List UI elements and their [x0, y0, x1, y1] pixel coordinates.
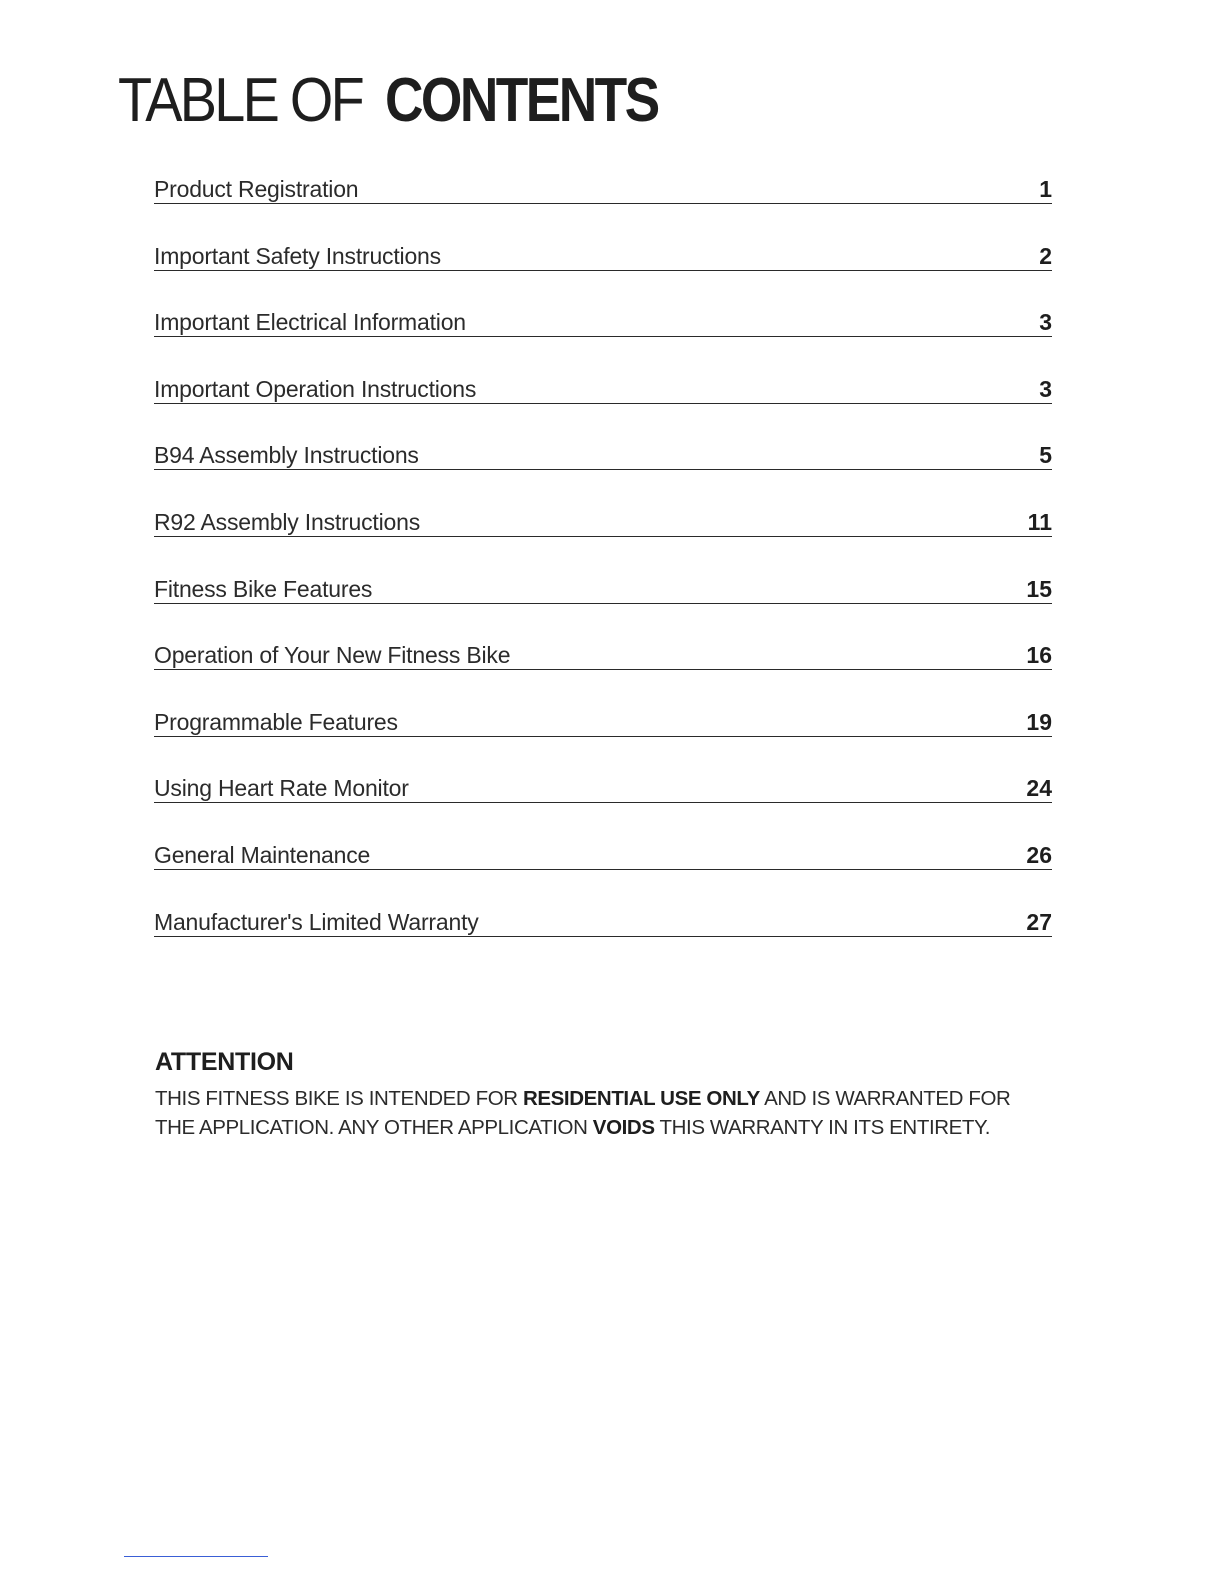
attention-line1-text: THIS FITNESS BIKE IS INTENDED FOR: [155, 1087, 523, 1110]
toc-link[interactable]: [154, 509, 1052, 537]
toc-link[interactable]: [154, 376, 1052, 404]
page-title: [118, 66, 702, 136]
toc-entry-programmable-features[interactable]: [154, 670, 1052, 737]
toc-link[interactable]: [154, 576, 1052, 604]
toc-entry-label: Product Registration: [154, 176, 359, 202]
toc-entry-page: 16: [1026, 642, 1052, 669]
toc-entry-safety-instructions[interactable]: [154, 204, 1052, 271]
toc-entry-bike-features[interactable]: [154, 537, 1052, 604]
toc-entry-r92-assembly[interactable]: [154, 470, 1052, 537]
toc-link[interactable]: [154, 309, 1052, 337]
toc-entry-product-registration[interactable]: [154, 170, 1052, 204]
toc-entry-label: General Maintenance: [154, 841, 371, 868]
toc-entry-label: R92 Assembly Instructions: [154, 508, 421, 535]
attention-residential-use-emphasis: RESIDENTIAL USE ONLY: [522, 1087, 760, 1110]
attention-voids-emphasis: VOIDS: [592, 1116, 655, 1139]
footer-rule: [124, 1556, 268, 1557]
toc-entry-page: 3: [1039, 375, 1052, 402]
attention-line2-text-end: THIS WARRANTY IN ITS ENTIRETY.: [654, 1116, 990, 1139]
toc-entry-b94-assembly[interactable]: [154, 404, 1052, 471]
toc-entry-electrical-information[interactable]: [154, 271, 1052, 338]
table-of-contents: [154, 170, 1052, 937]
toc-entry-page: 5: [1039, 442, 1052, 469]
toc-entry-operation-instructions[interactable]: [154, 337, 1052, 404]
toc-entry-page: 24: [1026, 775, 1052, 802]
page-title-bold: CONTENTS: [385, 66, 658, 135]
toc-link[interactable]: [154, 709, 1052, 737]
toc-entry-page: 11: [1027, 508, 1052, 535]
toc-entry-heart-rate-monitor[interactable]: [154, 737, 1052, 804]
toc-entry-label: Important Electrical Information: [154, 309, 466, 336]
toc-link[interactable]: [154, 775, 1052, 803]
toc-entry-page: 27: [1026, 908, 1052, 935]
attention-body: [155, 1084, 1055, 1142]
toc-entry-page: 2: [1039, 242, 1052, 269]
attention-line2-text: THE APPLICATION. ANY OTHER APPLICATION: [155, 1116, 593, 1139]
toc-entry-label: Important Operation Instructions: [154, 375, 477, 402]
toc-entry-limited-warranty[interactable]: [154, 870, 1052, 937]
toc-entry-label: Important Safety Instructions: [154, 242, 441, 269]
toc-link[interactable]: [154, 176, 1052, 204]
toc-link[interactable]: [154, 842, 1052, 870]
toc-link[interactable]: [154, 909, 1052, 937]
toc-link[interactable]: [154, 442, 1052, 470]
toc-entry-page: 26: [1026, 841, 1052, 868]
toc-link[interactable]: [154, 243, 1052, 271]
attention-heading: ATTENTION: [155, 1048, 294, 1076]
toc-entry-label: B94 Assembly Instructions: [154, 442, 419, 469]
toc-entry-page: 1: [1039, 176, 1052, 202]
toc-entry-operation-of-bike[interactable]: [154, 604, 1052, 671]
toc-entry-label: Programmable Features: [154, 708, 398, 735]
toc-entry-label: Fitness Bike Features: [154, 575, 373, 602]
toc-entry-page: 19: [1026, 708, 1052, 735]
toc-entry-general-maintenance[interactable]: [154, 803, 1052, 870]
attention-notice: [155, 1046, 1055, 1142]
toc-entry-label: Using Heart Rate Monitor: [154, 775, 409, 802]
toc-entry-page: 15: [1026, 575, 1052, 602]
page-title-light: TABLE OF: [118, 66, 363, 135]
toc-entry-page: 3: [1039, 309, 1052, 336]
toc-entry-label: Manufacturer's Limited Warranty: [154, 908, 479, 935]
toc-link[interactable]: [154, 642, 1052, 670]
attention-line1-text-end: AND IS WARRANTED FOR: [759, 1087, 1011, 1110]
toc-entry-label: Operation of Your New Fitness Bike: [154, 642, 511, 669]
